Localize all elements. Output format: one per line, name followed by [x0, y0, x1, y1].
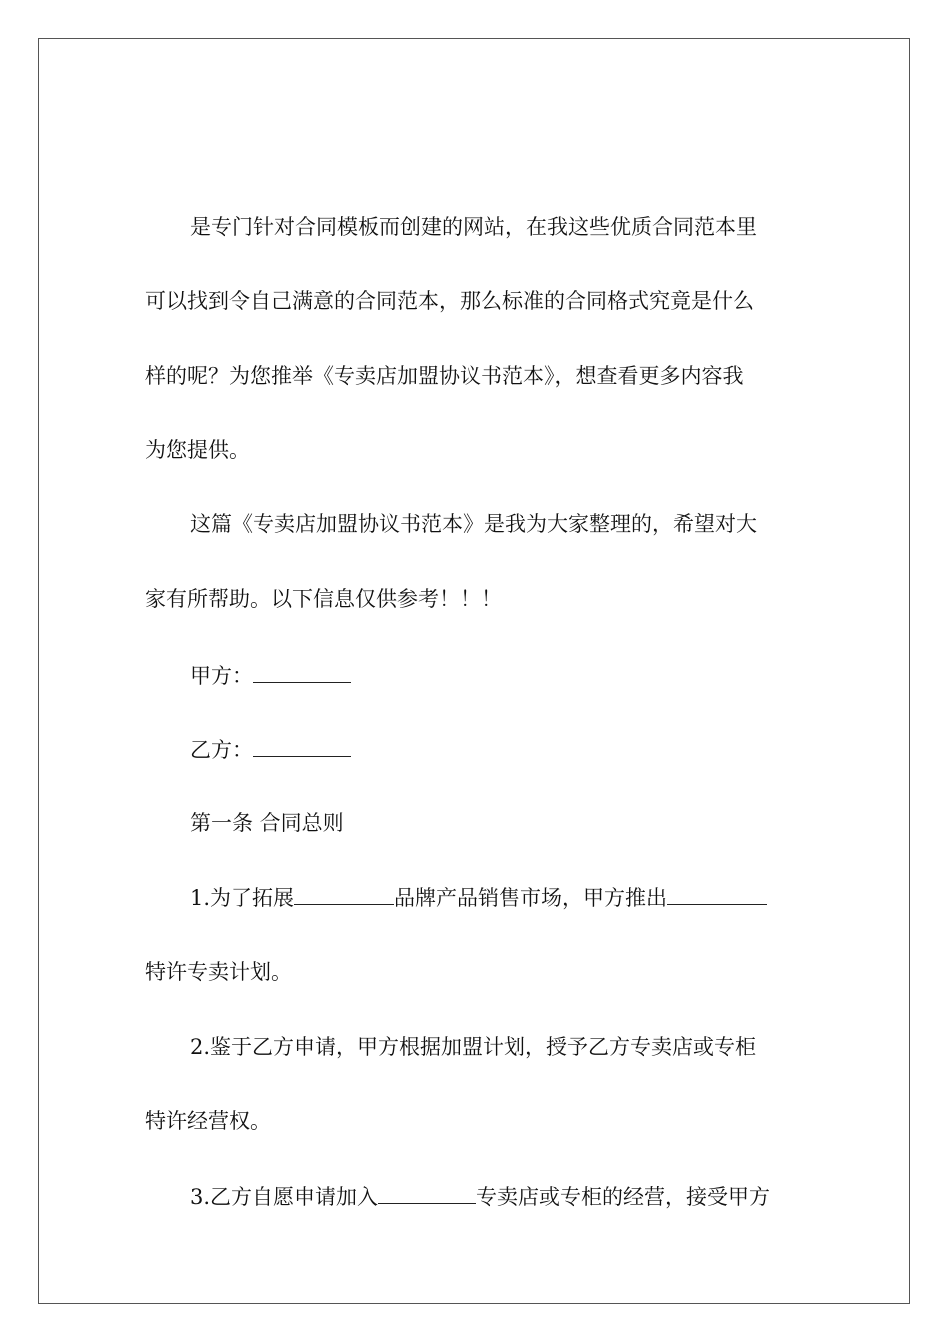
store-blank: [378, 1181, 476, 1204]
party-b-label: 乙方：: [190, 738, 253, 762]
note-line-1: 这篇《专卖店加盟协议书范本》是我为大家整理的，希望对大: [190, 512, 757, 536]
party-b-blank: [253, 734, 351, 757]
item-2-line-1: 2.鉴于乙方申请，甲方根据加盟计划，授予乙方专卖店或专柜: [190, 1035, 757, 1059]
intro-line-3: 样的呢？为您推举《专卖店加盟协议书范本》，想查看更多内容我: [145, 364, 744, 388]
intro-line-4: 为您提供。: [145, 438, 250, 462]
party-a-line: [190, 660, 351, 691]
item-1-line-2: 特许专卖计划。: [145, 960, 292, 984]
party-a-label: 甲方：: [190, 664, 253, 688]
item-1-text-b: 品牌产品销售市场，甲方推出: [394, 886, 668, 910]
plan-blank: [667, 882, 767, 905]
intro-line-1: 是专门针对合同模板而创建的网站，在我这些优质合同范本里: [190, 215, 757, 239]
item-1-text-a: 1.为了拓展: [190, 886, 295, 910]
item-1-line-1: [190, 882, 767, 913]
brand-blank: [294, 882, 394, 905]
note-line-2: 家有所帮助。以下信息仅供参考！！！: [145, 587, 502, 611]
party-b-line: [190, 734, 351, 765]
item-3-text-a: 3.乙方自愿申请加入: [190, 1185, 379, 1209]
party-a-blank: [253, 660, 351, 683]
item-3-text-b: 专卖店或专柜的经营，接受甲方: [476, 1185, 771, 1209]
article-1-title: 第一条 合同总则: [190, 811, 344, 835]
item-3-line-1: [190, 1181, 770, 1212]
intro-line-2: 可以找到令自己满意的合同范本，那么标准的合同格式究竟是什么: [145, 289, 754, 313]
item-2-line-2: 特许经营权。: [145, 1109, 271, 1133]
